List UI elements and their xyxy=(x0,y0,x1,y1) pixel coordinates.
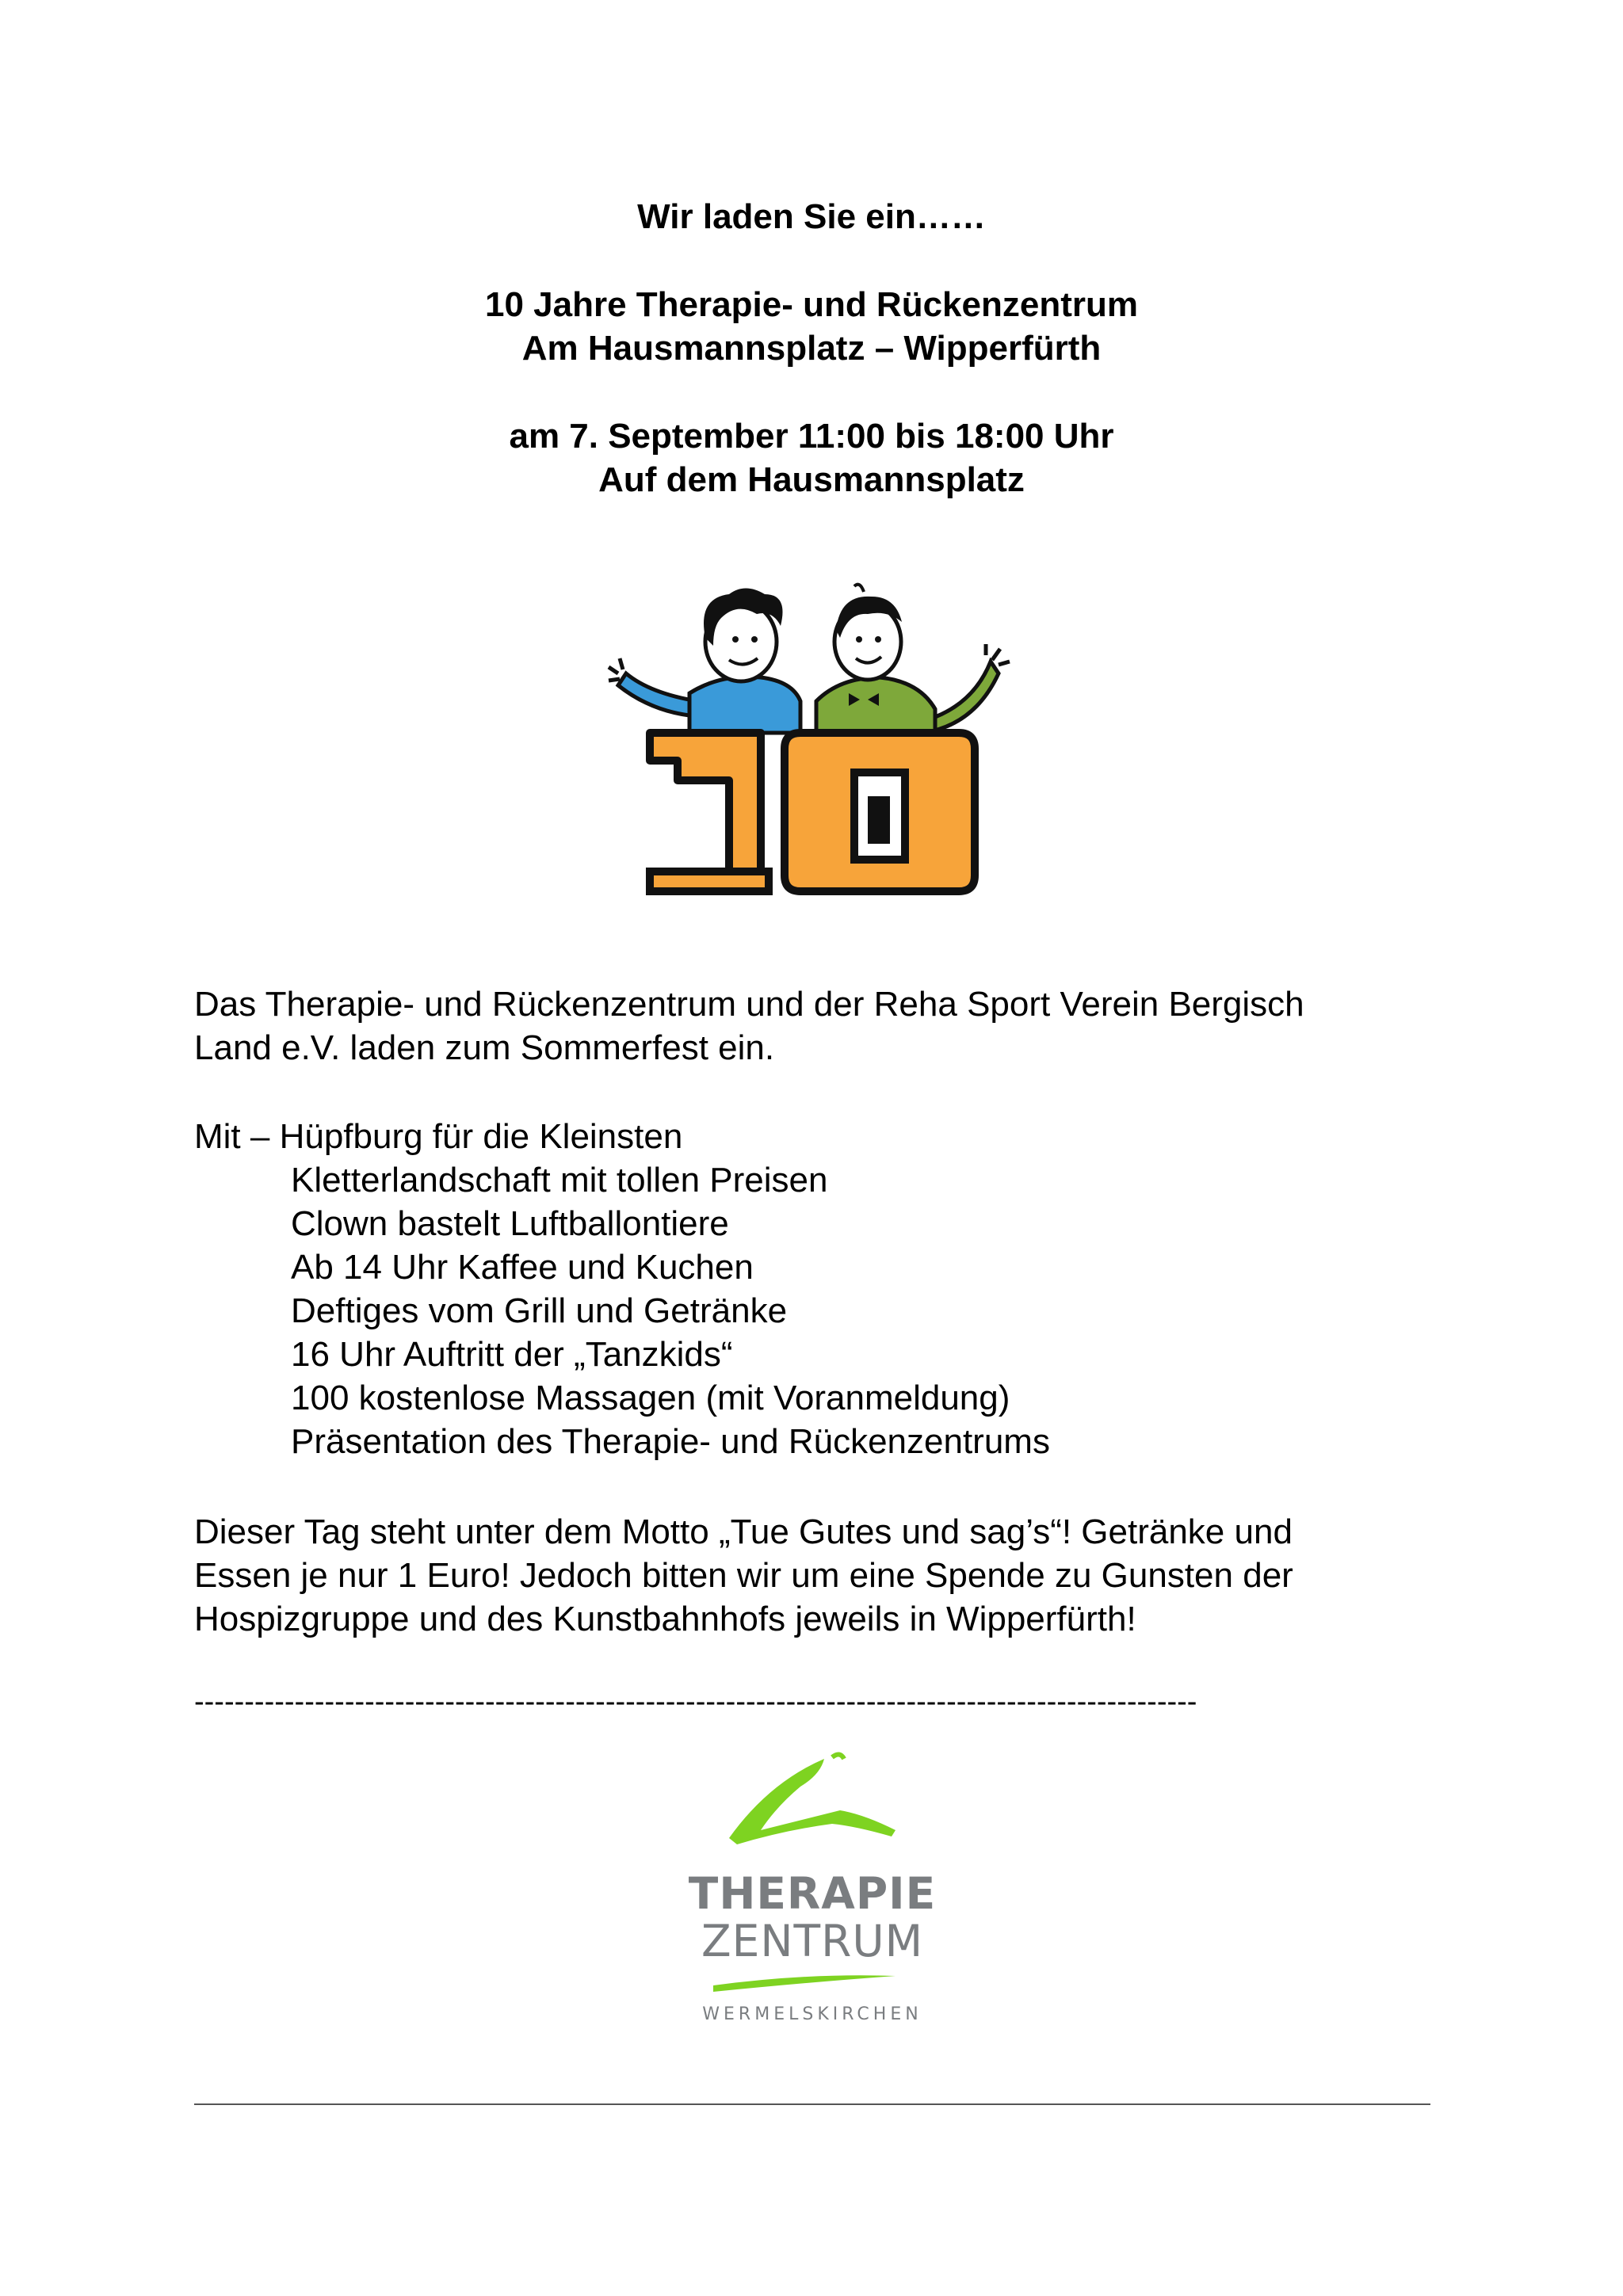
list-item: Deftiges vom Grill und Getränke xyxy=(291,1291,788,1330)
event-date: am 7. September 11:00 bis 18:00 Uhr xyxy=(509,417,1114,456)
list-item: Clown bastelt Luftballontiere xyxy=(291,1204,729,1243)
underline-swoosh-icon xyxy=(682,1971,943,1995)
intro-paragraph xyxy=(194,982,1462,1070)
event-location: Auf dem Hausmannsplatz xyxy=(598,460,1025,499)
list-item: 16 Uhr Auftritt der „Tanzkids“ xyxy=(291,1335,733,1374)
list-item: 100 kostenlose Massagen (mit Voranmeldung) xyxy=(291,1379,1010,1417)
intro-line: Das Therapie- und Rückenzentrum und der Reha Sport Verein Bergisch xyxy=(194,985,1304,1024)
logo-city: WERMELSKIRCHEN xyxy=(702,2004,922,2024)
motto-line: Essen je nur 1 Euro! Jedoch bitten wir um eine Spende zu Gunsten der xyxy=(194,1556,1293,1595)
motto-line: Dieser Tag steht unter dem Motto „Tue Gutes und sag’s“! Getränke und xyxy=(194,1512,1293,1551)
dashed-separator: ---------------------------------------------------------------------------------------------------- xyxy=(194,1686,1197,1718)
anniversary-10-figures-icon xyxy=(602,582,1014,899)
therapiezentrum-logo xyxy=(682,1751,943,2036)
activities-lead: Mit – Hüpfburg für die Kleinsten xyxy=(194,1117,683,1156)
roof-swoosh-icon xyxy=(682,1751,943,1870)
logo-word-zentrum: ZENTRUM xyxy=(701,1916,924,1966)
activities-list xyxy=(194,1115,1462,1463)
motto-line: Hospizgruppe und des Kunstbahnhofs jeweils in Wipperfürth! xyxy=(194,1600,1136,1638)
list-item: Ab 14 Uhr Kaffee und Kuchen xyxy=(291,1248,754,1287)
footer-rule xyxy=(194,2103,1430,2105)
logo-word-therapie: THERAPIE xyxy=(688,1868,937,1919)
intro-line: Land e.V. laden zum Sommerfest ein. xyxy=(194,1028,775,1067)
motto-paragraph xyxy=(194,1510,1462,1641)
anniversary-title-line2: Am Hausmannsplatz – Wipperfürth xyxy=(521,329,1102,368)
anniversary-title-line1: 10 Jahre Therapie- und Rückenzentrum xyxy=(485,285,1138,324)
list-item: Kletterlandschaft mit tollen Preisen xyxy=(291,1161,828,1199)
invite-heading: Wir laden Sie ein…… xyxy=(637,197,986,236)
list-item: Präsentation des Therapie- und Rückenzentrums xyxy=(291,1422,1050,1461)
